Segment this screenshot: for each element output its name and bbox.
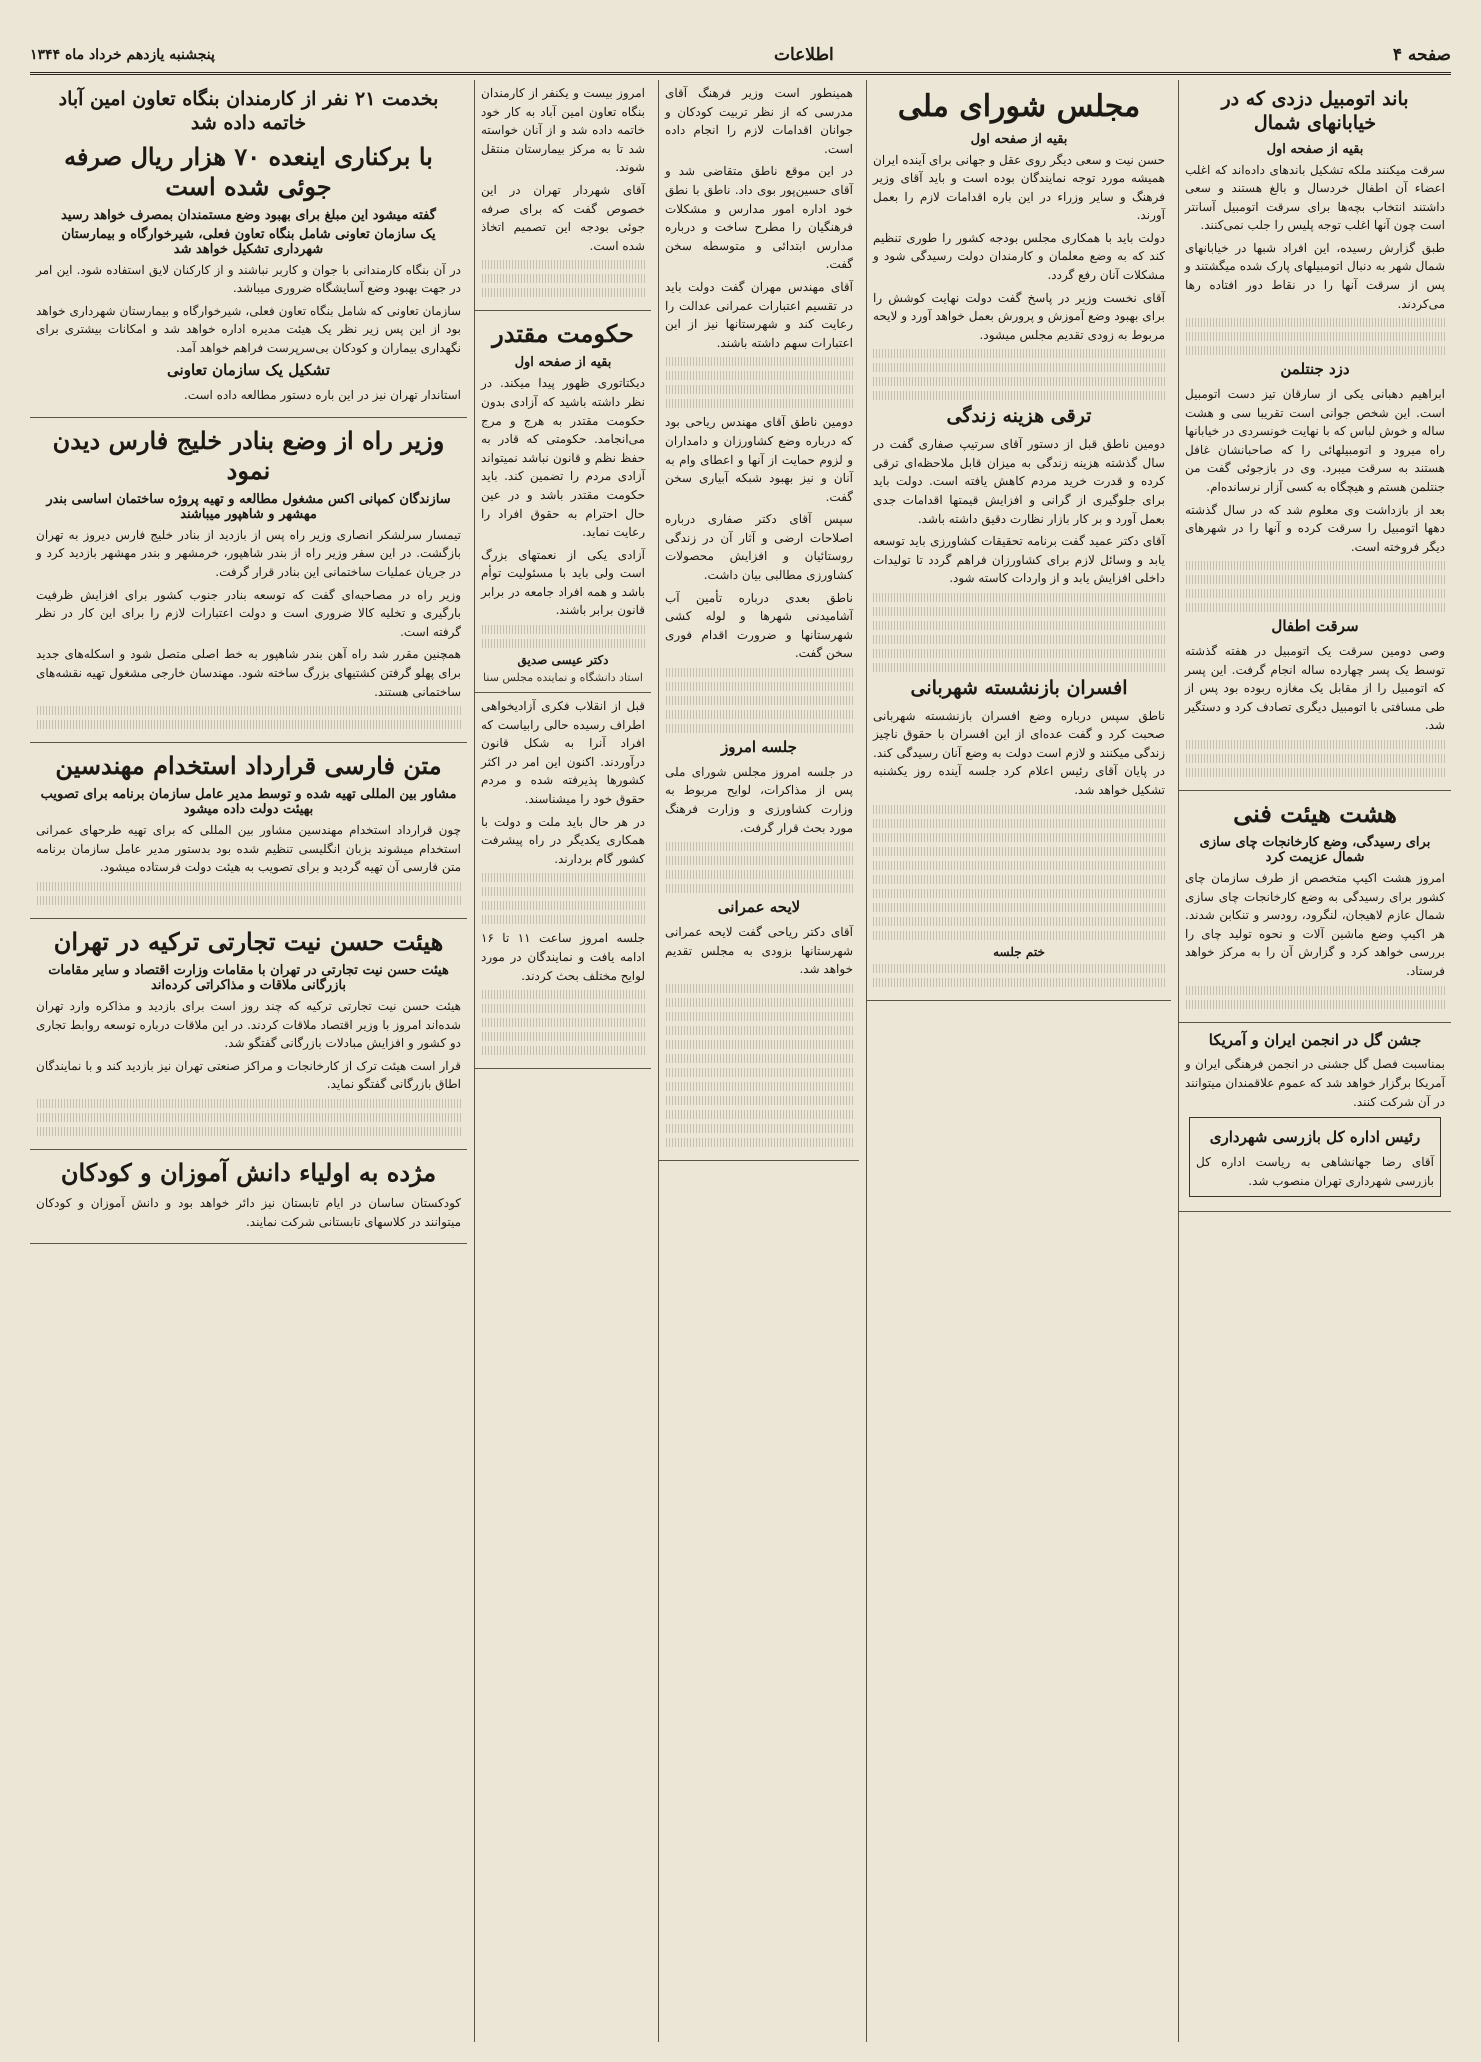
text-lines xyxy=(873,607,1165,616)
text-lines xyxy=(1185,318,1445,327)
notice-title: رئیس اداره کل بازرسی شهرداری xyxy=(1209,1128,1421,1147)
paragraph: سرقت میکنند ملکه تشکیل باندهای داده‌اند که اغلب اعضاء آن اطفال خردسال و بالغ هستند و سعی داشتند انتخاب بچه‌ها برای سرقت اتومبیل آسانتر است چون آنها اغلب توجه پلیس را جلب نمی‌کنند. xyxy=(1185,162,1445,233)
text-lines xyxy=(665,682,853,691)
paragraph: در این موقع ناطق متقاضی شد و آقای حسین‌پور بوی داد. ناطق با نطق خود اداره امور مدارس و مشکلات فرهنگیان را مطرح ساخت و درباره مدارس ابتدائی و متوسطه سخن گفت. xyxy=(665,164,853,272)
newspaper-name: اطلاعات xyxy=(773,45,834,65)
page-number: صفحه ۴ xyxy=(1392,45,1451,65)
text-lines xyxy=(873,964,1165,973)
paragraph: آقای مهندس مهران گفت دولت باید در تقسیم اعتبارات عمرانی عدالت را رعایت کند و شهرستانها نیز از این اعتبارات سهم داشته باشند. xyxy=(665,279,853,350)
article-tea-inspection xyxy=(1179,791,1451,1023)
text-lines xyxy=(481,274,645,283)
text-lines xyxy=(873,363,1165,372)
paragraph: در جلسه امروز مجلس شورای ملی پس از مذاکرات، لوایح مربوط به وزارت کشاورزی و وزارت فرهنگ مورد بحث قرار گرفت. xyxy=(665,764,853,835)
text-lines xyxy=(873,833,1165,842)
text-lines xyxy=(873,649,1165,658)
paragraph: بعد از بازداشت وی معلوم شد که در سال گذشته دهها اتومبیل را سرقت کرده و آنها را در شهرهای دیگر فروخته است. xyxy=(1185,502,1445,554)
text-lines xyxy=(481,639,645,648)
subheadline: هیئت حسن نیت تجارتی در تهران با مقامات وزارت اقتصاد و سایر مقامات بازرگانی ملاقات و مذاکراتی کرده‌اند xyxy=(48,962,449,993)
masthead xyxy=(30,38,1451,75)
column-5 xyxy=(30,80,467,2042)
author-name: دکتر عیسی صدیق xyxy=(517,653,609,668)
text-lines xyxy=(873,847,1165,856)
paragraph: سپس آقای دکتر صفاری درباره اصلاحات ارضی و آثار آن در زندگی روستائیان و افزایش محصولات کشاورزی مطالبی بیان داشت. xyxy=(665,512,853,583)
paragraph: بمناسبت فصل گل جشنی در انجمن فرهنگی ایران و آمریکا برگزار خواهد شد که عموم علاقمندان میتوانند در آن شرکت کنند. xyxy=(1185,1057,1445,1109)
headline: متن فارسی قرارداد استخدام مهندسین xyxy=(55,751,442,781)
subheading: دزد جنتلمن xyxy=(1280,360,1350,379)
text-lines xyxy=(873,861,1165,870)
text-lines xyxy=(665,1096,853,1105)
text-lines xyxy=(873,931,1165,940)
section-heading: تشکیل یک سازمان تعاونی xyxy=(167,361,330,380)
paragraph: در هر حال باید ملت و دولت با همکاری یکدیگر در راه پیشرفت کشور گام بردارند. xyxy=(481,814,645,866)
text-lines xyxy=(36,882,461,891)
paragraph: آقای دکتر عمید گفت برنامه تحقیقات کشاورزی باید توسعه یابد و وسائل لازم برای کشاورزان فراهم گردد تا تولیدات داخلی افزایش یابد و از واردات کاسته شود. xyxy=(873,534,1165,586)
subheading: سرقت اطفال xyxy=(1271,617,1359,636)
paragraph: حسن نیت و سعی دیگر روی عقل و جهانی برای آینده ایران همیشه مورد توجه نمایندگان بوده است و باید آقای وزیر فرهنگ و سایر وزراء در این باره اقدامات لازم را بعمل آورند. xyxy=(873,152,1165,223)
continuation-note: بقیه از صفحه اول xyxy=(970,131,1068,147)
headline: وزیر راه از وضع بنادر خلیج فارس دیدن نمود xyxy=(52,425,445,485)
session-end: ختم جلسه xyxy=(993,944,1045,959)
paragraph: تیمسار سرلشکر انصاری وزیر راه پس از بازدید از بنادر خلیج فارس دیروز به تهران بازگشت. در این سفر وزیر راه از بندر شاهپور، خرمشهر و بندر مهشهر بازدید کرد و در جریان عملیات ساختمانی این بنادر قرار گرفت. xyxy=(36,527,461,579)
text-lines xyxy=(1185,346,1445,355)
text-lines xyxy=(481,887,645,896)
paragraph: ابراهیم دهبانی یکی از سارقان تیز دست اتومبیل است. این شخص جوانی است تقریبا سی و هشت ساله و خوش لباس که با نهایت خونسردی در خیابانها راه میرود و اتومبیلهائی را که صاحبانشان غافل هستند به سرقت میبرد. وی در بازجوئی گفت من جنتلمن هستم و هیچگاه به کسی آزار نرسانده‌ام. xyxy=(1185,387,1445,494)
text-lines xyxy=(36,706,461,715)
text-lines xyxy=(665,1124,853,1133)
headline: بخدمت ۲۱ نفر از کارمندان بنگاه تعاون امین آباد خاتمه داده شد xyxy=(58,88,439,134)
paragraph: همچنین مقرر شد راه آهن بندر شاهپور به خط اصلی متصل شود و اسکله‌های جدید برای پهلو گرفتن کشتیهای بزرگ ساخته شود. مهندسان خارجی مشغول تهیه نقشه‌های ساختمانی هستند. xyxy=(36,647,461,699)
article-parliament xyxy=(867,80,1171,1001)
paragraph: امروز هشت اکیپ متخصص از طرف سازمان چای کشور برای رسیدگی به وضع کارخانجات چای سازی شمال عازم لاهیجان، لنگرود، رودسر و تنکابن شدند. هر اکیپ وضع ماشین آلات و نحوه تولید چای را بررسی خواهد کرد و گزارش آن را به مرکز خواهد فرستاد. xyxy=(1185,871,1445,979)
subheading: جلسه امروز xyxy=(721,738,797,757)
headline: حکومت مقتدر xyxy=(492,319,634,349)
paragraph: جلسه امروز ساعت ۱۱ تا ۱۶ ادامه یافت و نمایندگان در مورد لوایح مختلف بحث کردند. xyxy=(481,931,645,983)
text-lines xyxy=(481,1018,645,1027)
text-lines xyxy=(481,260,645,269)
paragraph: استاندار تهران نیز در این باره دستور مطالعه داده است. xyxy=(183,388,461,403)
subheading: افسران بازنشسته شهربانی xyxy=(910,676,1128,699)
text-lines xyxy=(873,621,1165,630)
paragraph: وزیر راه در مصاحبه‌ای گفت که توسعه بنادر جنوب کشور برای افزایش ظرفیت بارگیری و تخلیه کالا ضروری است و دولت اعتبارات لازم را برای این کار در نظر گرفته است. xyxy=(36,587,461,639)
text-lines xyxy=(36,896,461,905)
text-lines xyxy=(665,696,853,705)
article-flower-festival xyxy=(1179,1023,1451,1212)
text-lines xyxy=(665,1054,853,1063)
text-lines xyxy=(665,385,853,394)
author-title: استاد دانشگاه و نماینده مجلس سنا xyxy=(483,671,643,685)
paragraph: وصی دومین سرقت یک اتومبیل در هفته گذشته توسط یک پسر چهارده ساله انجام گرفت. این پسر که اتومبیل را از مقابل یک مغازه ربوده بود پس از طی مسافتی با اتومبیل دیگری تصادف کرد و دستگیر شد. xyxy=(1185,644,1445,733)
paragraph: همینطور است وزیر فرهنگ آقای مدرسی که از نظر تربیت کودکان و جوانان اقدامات لازم را انجام داده است. xyxy=(665,86,853,156)
paragraph: چون قرارداد استخدام مهندسین مشاور بین المللی که برای تهیه طرحهای عمرانی استخدام میشوند بزبان انگلیسی تنظیم شده بود بدستور مدیر عامل سازمان برنامه متن فارسی آن تهیه گردید و برای تصویب به هیئت دولت فرستاده میشود. xyxy=(36,823,461,875)
text-lines xyxy=(481,990,645,999)
text-lines xyxy=(665,884,853,893)
text-lines xyxy=(873,377,1165,386)
paragraph: آقای دکتر ریاحی گفت لایحه عمرانی شهرستانها بزودی به مجلس تقدیم خواهد شد. xyxy=(665,924,853,977)
text-lines xyxy=(665,668,853,677)
article-parliament-cont xyxy=(659,80,859,1161)
text-lines xyxy=(481,901,645,910)
text-lines xyxy=(665,399,853,408)
text-lines xyxy=(873,635,1165,644)
text-lines xyxy=(873,805,1165,814)
text-lines xyxy=(665,1138,853,1147)
column-1 xyxy=(1178,80,1451,2042)
subheadline: سازندگان کمپانی اکس مشغول مطالعه و تهیه پروژه ساختمان اساسی بندر مهشهر و شاهپور میباشند xyxy=(46,491,451,522)
advertisement-kindergarten xyxy=(30,1150,467,1244)
column-4 xyxy=(474,80,651,2042)
headline: باند اتومبیل دزدی که در خیابانهای شمال xyxy=(1221,88,1409,134)
text-lines xyxy=(481,915,645,924)
text-lines xyxy=(873,917,1165,926)
text-lines xyxy=(1185,986,1445,995)
subheadline: گفته میشود این مبلغ برای بهبود وضع مستمندان بمصرف خواهد رسید xyxy=(61,207,436,223)
text-lines xyxy=(36,1113,461,1122)
headline: هشت هیئت فنی xyxy=(1233,799,1397,829)
paragraph: امروز بیست و یکنفر از کارمندان بنگاه تعاون امین آباد به کار خود خاتمه داده شد و از آنان خواسته شد تا به مرکز بیمارستان منتقل شوند. xyxy=(481,86,645,175)
text-lines xyxy=(481,1032,645,1041)
text-lines xyxy=(665,1026,853,1035)
article-car-theft-gang xyxy=(1179,80,1451,791)
subheadline: برای رسیدگی، وضع کارخانجات چای سازی شمال عزیمت کرد xyxy=(1199,835,1431,866)
continuation-note: بقیه از صفحه اول xyxy=(1266,141,1364,157)
text-lines xyxy=(1185,740,1445,749)
text-lines xyxy=(36,1099,461,1108)
headline: مجلس شورای ملی xyxy=(897,89,1141,124)
article-gulf-ports xyxy=(30,418,467,743)
article-staff-dismissal xyxy=(30,80,467,418)
text-lines xyxy=(873,978,1165,987)
paragraph: دولت باید با همکاری مجلس بودجه کشور را طوری تنظیم کند که به وضع معلمان و کارمندان دولت رسیدگی شود و مشکلات آنان رفع گردد. xyxy=(873,230,1165,283)
paragraph: آزادی یکی از نعمتهای بزرگ است ولی باید با مسئولیت توأم باشد و همه افراد جامعه در برابر قانون برابر باشند. xyxy=(481,547,645,618)
text-lines xyxy=(873,819,1165,828)
text-lines xyxy=(873,903,1165,912)
text-lines xyxy=(665,842,853,851)
ad-headline: مژده به اولیاء دانش آموزان و کودکان xyxy=(60,1157,437,1187)
subheadline-2: یک سازمان تعاونی شامل بنگاه تعاون فعلی، شیرخوارگاه و بیمارستان شهرداری تشکیل خواهد شد xyxy=(61,226,436,257)
text-lines xyxy=(1185,575,1445,584)
notice-text: آقای رضا جهانشاهی به ریاست اداره کل بازرسی شهرداری تهران منصوب شد. xyxy=(1196,1154,1434,1188)
ad-text: کودکستان ساسان در ایام تابستان نیز دائر خواهد بود و دانش آموزان و کودکان میتوانند در کلاسهای تابستانی شرکت نمایند. xyxy=(36,1195,461,1229)
text-lines xyxy=(1185,332,1445,341)
text-lines xyxy=(1185,589,1445,598)
text-lines xyxy=(481,625,645,634)
text-lines xyxy=(665,1110,853,1119)
subheadline: مشاور بین المللی تهیه شده و توسط مدیر عامل سازمان برنامه برای تصویب بهیئت دولت داده میشود xyxy=(40,787,457,818)
column-2 xyxy=(866,80,1171,2042)
paragraph: سازمان تعاونی که شامل بنگاه تعاون فعلی، شیرخوارگاه و بیمارستان شهرداری خواهد بود از این پس زیر نظر یک هیئت مدیره اداره خواهد شد و امکانات بیشتری برای نگهداری بیماران و کودکان بی‌سرپرست فراهم خواهد آمد. xyxy=(36,303,461,355)
paragraph: در آن بنگاه کارمندانی با جوان و کاربر نباشند و از کارکنان لایق استفاده شود. این امر در جهت بهبود وضع آسایشگاه ضروری میباشد. xyxy=(36,262,461,296)
text-lines xyxy=(873,663,1165,672)
article-freedom xyxy=(475,693,651,1069)
article-staff-cont xyxy=(475,80,651,311)
notice-box xyxy=(1189,1117,1441,1197)
subheading: ترقی هزینه زندگی xyxy=(946,405,1092,428)
article-turkish-delegation xyxy=(30,919,467,1150)
text-lines xyxy=(873,875,1165,884)
article-strong-government xyxy=(475,311,651,693)
headline: جشن گل در انجمن ایران و آمریکا xyxy=(1208,1030,1422,1049)
text-lines xyxy=(1185,768,1445,777)
text-lines xyxy=(481,288,645,297)
text-lines xyxy=(665,710,853,719)
text-lines xyxy=(665,1012,853,1021)
text-lines xyxy=(665,371,853,380)
text-lines xyxy=(36,1127,461,1136)
paragraph: دیکتاتوری ظهور پیدا میکند. در نظر داشته باشید که آزادی بدون حکومت مقتدر به هرج و مرج می‌انجامد. حکومتی که قادر به حفظ نظم و قانون نباشد نمیتواند آزادی مردم را تضمین کند. باید حکومت مقتدر باشد و در عین حال احترام به حقوق افراد را رعایت نماید. xyxy=(481,376,645,540)
paragraph: هیئت حسن نیت تجارتی ترکیه که چند روز است برای بازدید و مذاکره وارد تهران شده‌اند امروز با وزیر اقتصاد ملاقات کردند. در این ملاقات درباره توسعه روابط تجاری دو کشور و افزایش مبادلات بازرگانی گفتگو شد. xyxy=(36,998,461,1051)
text-lines xyxy=(665,984,853,993)
paragraph: قبل از انقلاب فکری آزادیخواهی اطراف رسیده حالی رابیاست که افراد آنرا به شکل قانون درآوردند. اکنون این امر در اکثر کشورها پذیرفته شده و مردم حقوق خود را میشناسند. xyxy=(481,699,645,807)
text-lines xyxy=(873,349,1165,358)
text-lines xyxy=(665,856,853,865)
text-lines xyxy=(665,998,853,1007)
paragraph: طبق گزارش رسیده، این افراد شبها در خیابانهای شمال شهر به دنبال اتومبیلهای پارک شده میگشتند و پس از سرقت آنها را در نقاط دور افتاده رها می‌کردند. xyxy=(1185,240,1445,311)
subheading: لایحه عمرانی xyxy=(717,898,801,917)
text-lines xyxy=(665,357,853,366)
text-lines xyxy=(1185,754,1445,763)
text-lines xyxy=(481,873,645,882)
column-3 xyxy=(658,80,859,2042)
text-lines xyxy=(665,1068,853,1077)
text-lines xyxy=(665,870,853,879)
paragraph: قرار است هیئت ترک از کارخانجات و مراکز صنعتی تهران نیز بازدید کند و با نمایندگان اطاق بازرگانی گفتگو نماید. xyxy=(36,1058,461,1092)
headline: هیئت حسن نیت تجارتی ترکیه در تهران xyxy=(53,926,444,956)
paragraph: ناطق سپس درباره وضع افسران بازنشسته شهربانی صحبت کرد و گفت عده‌ای از این افسران با حقوق ناچیز زندگی میکنند و لازم است دولت به وضع آنان رسیدگی کند. در پایان آقای رئیس اعلام کرد جلسه آینده روز یکشنبه تشکیل خواهد شد. xyxy=(873,708,1165,798)
issue-date: پنجشنبه یازدهم خرداد ماه ۱۳۴۴ xyxy=(30,47,215,63)
text-lines xyxy=(873,391,1165,400)
continuation-note: بقیه از صفحه اول xyxy=(514,355,612,371)
paragraph: دومین ناطق آقای مهندس ریاحی بود که درباره وضع کشاورزان و دامداران و لزوم حمایت از آنها و اعطای وام به آنان و نیز بهبود شبکه آبیاری سخن گفت. xyxy=(665,415,853,504)
text-lines xyxy=(36,720,461,729)
text-lines xyxy=(665,1082,853,1091)
text-lines xyxy=(665,724,853,733)
article-engineers-contract xyxy=(30,743,467,919)
text-lines xyxy=(873,593,1165,602)
paragraph: آقای شهردار تهران در این خصوص گفت که برای صرفه جوئی بودجه این تصمیم اتخاذ شده است. xyxy=(481,182,645,253)
headline-2: با برکناری اینعده ۷۰ هزار ریال صرفه جوئی شده است xyxy=(64,141,433,201)
paragraph: ناطق بعدی درباره تأمین آب آشامیدنی شهرها و لوله کشی شهرستانها و ضرورت اقدام فوری سخن گفت. xyxy=(665,590,853,661)
text-lines xyxy=(1185,561,1445,570)
paragraph: دومین ناطق قبل از دستور آقای سرتیپ صفاری گفت در سال گذشته هزینه زندگی به میزان قابل ملاحظه‌ای ترقی کرده و قدرت خرید مردم کاهش یافته است. دولت باید برای جلوگیری از گرانی و افزایش قیمتها اقدامات جدی بعمل آورد و بر کار بازار نظارت دقیق داشته باشد. xyxy=(873,437,1165,526)
paragraph: آقای نخست وزیر در پاسخ گفت دولت نهایت کوشش را برای بهبود وضع آموزش و پرورش بعمل خواهد آورد و لایحه مربوط به زودی تقدیم مجلس میشود. xyxy=(873,290,1165,342)
text-lines xyxy=(1185,1000,1445,1009)
text-lines xyxy=(873,889,1165,898)
text-lines xyxy=(1185,603,1445,612)
text-lines xyxy=(481,1004,645,1013)
text-lines xyxy=(481,1046,645,1055)
text-lines xyxy=(665,1040,853,1049)
